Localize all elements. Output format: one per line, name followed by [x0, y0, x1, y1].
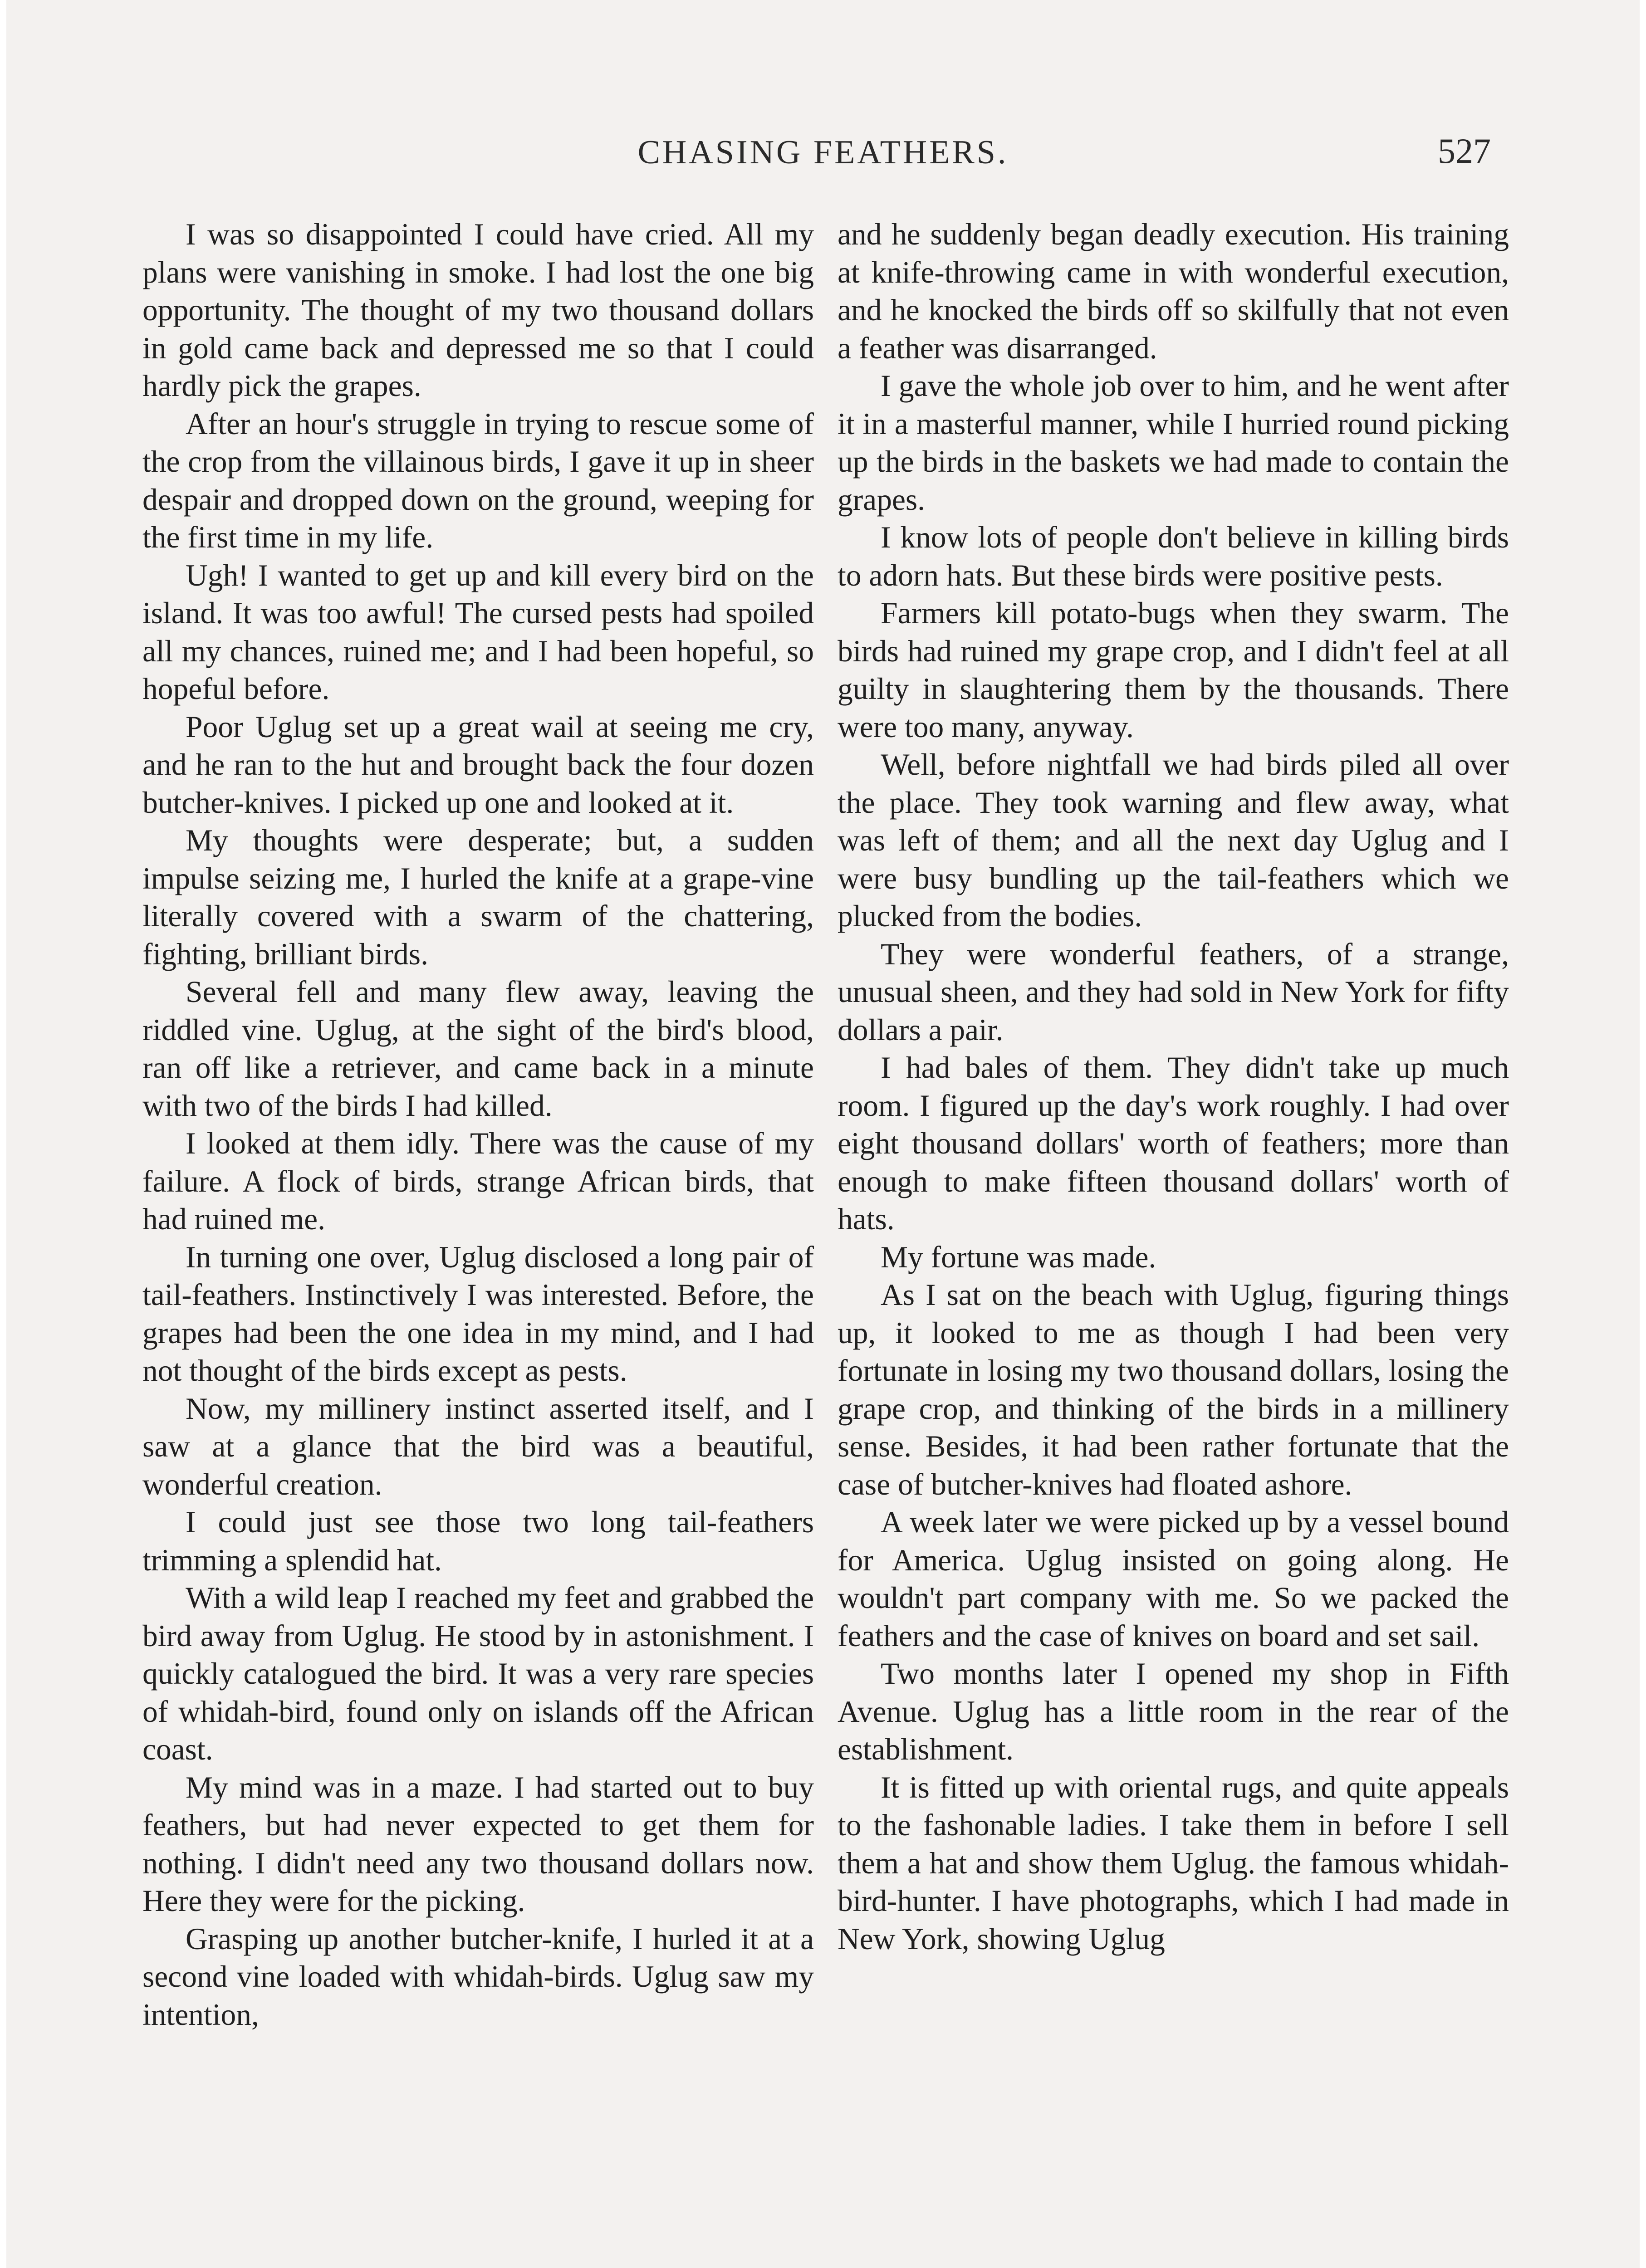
paragraph: My thoughts were desperate; but, a sudden impulse seizing me, I hurled the knife at a grape-vine literally covered with a swarm of the chattering, fighting, brilliant birds.: [142, 823, 814, 971]
paragraph: My fortune was made.: [881, 1240, 1156, 1274]
paragraph: A week later we were picked up by a vessel bound for America. Uglug insisted on going along. He wouldn't part company with me. So we packed the feathers and the case of knives on board and set sail.: [838, 1505, 1509, 1653]
paragraph: With a wild leap I reached my feet and grabbed the bird away from Uglug. He stood by in astonishment. I quickly catalogued the bird. It was a very rare species of whidah-bird, found only on islands off the African coast.: [142, 1581, 814, 1766]
paragraph: As I sat on the beach with Uglug, figuring things up, it looked to me as though I had been very fortunate in losing my two thousand dollars, losing the grape crop, and thinking of the birds in a millinery sense. Besides, it had been rather fortunate that the case of butcher-knives had floated ashore.: [838, 1278, 1509, 1501]
paragraph: It is fitted up with oriental rugs, and quite appeals to the fashonable ladies. I take them in before I sell them a hat and show them Uglug. the famous whidah-bird-hunter. I have photographs, which I had made in New York, showing Uglug: [838, 1770, 1509, 1956]
paragraph: Two months later I opened my shop in Fifth Avenue. Uglug has a little room in the rear of the establishment.: [838, 1657, 1509, 1766]
right-column: [838, 215, 1509, 1958]
page-number: 527: [1438, 131, 1491, 171]
paragraph: I was so disappointed I could have cried. All my plans were vanishing in smoke. I had lost the one big opportunity. The thought of my two thousand dollars in gold came back and depressed me so that I could hardly pick the grapes.: [142, 217, 814, 403]
paragraph: After an hour's struggle in trying to rescue some of the crop from the villainous birds, I gave it up in sheer despair and dropped down on the ground, weeping for the first time in my life.: [142, 406, 814, 554]
paragraph: They were wonderful feathers, of a strange, unusual sheen, and they had sold in New York for fifty dollars a pair.: [838, 937, 1509, 1047]
paragraph: My mind was in a maze. I had started out to buy feathers, but had never expected to get them for nothing. I didn't need any two thousand dollars now. Here they were for the picking.: [142, 1770, 814, 1918]
paragraph: I gave the whole job over to him, and he went after it in a masterful manner, while I hurried round picking up the birds in the baskets we had made to contain the grapes.: [838, 369, 1509, 517]
book-page: [6, 0, 1640, 2268]
running-title: CHASING FEATHERS.: [637, 134, 1009, 171]
paragraph: Grasping up another butcher-knife, I hurled it at a second vine loaded with whidah-birds. Uglug saw my intention,: [142, 1921, 814, 2032]
paragraph-continuation: and he suddenly began deadly execution. His training at knife-throwing came in with wonderful execution, and he knocked the birds off so skilfully that not even a feather was disarranged.: [838, 217, 1509, 365]
left-column: [142, 215, 814, 2033]
paragraph: Well, before nightfall we had birds piled all over the place. They took warning and flew away, what was left of them; and all the next day Uglug and I were busy bundling up the tail-feathers which we plucked from the bodies.: [838, 748, 1509, 933]
paragraph: I looked at them idly. There was the cause of my failure. A flock of birds, strange African birds, that had ruined me.: [142, 1126, 814, 1236]
paragraph: I could just see those two long tail-feathers trimming a splendid hat.: [142, 1505, 814, 1577]
page-header: [6, 127, 1640, 177]
paragraph: Poor Uglug set up a great wail at seeing me cry, and he ran to the hut and brought back the four dozen butcher-knives. I picked up one and looked at it.: [142, 709, 814, 820]
paragraph: Several fell and many flew away, leaving the riddled vine. Uglug, at the sight of the bird's blood, ran off like a retriever, and came back in a minute with two of the birds I had killed.: [142, 975, 814, 1123]
paragraph: I had bales of them. They didn't take up much room. I figured up the day's work roughly. I had over eight thousand dollars' worth of feathers; more than enough to make fifteen thousand dollars' worth of hats.: [838, 1051, 1509, 1236]
paragraph: Now, my millinery instinct asserted itself, and I saw at a glance that the bird was a beautiful, wonderful creation.: [142, 1391, 814, 1501]
paragraph: I know lots of people don't believe in killing birds to adorn hats. But these birds were positive pests.: [838, 520, 1509, 592]
paragraph: Ugh! I wanted to get up and kill every bird on the island. It was too awful! The cursed pests had spoiled all my chances, ruined me; and I had been hopeful, so hopeful before.: [142, 558, 814, 706]
paragraph: In turning one over, Uglug disclosed a long pair of tail-feathers. Instinctively I was interested. Before, the grapes had been the one idea in my mind, and I had not thought of the birds except as pests.: [142, 1240, 814, 1388]
paragraph: Farmers kill potato-bugs when they swarm. The birds had ruined my grape crop, and I didn't feel at all guilty in slaughtering them by the thousands. There were too many, anyway.: [838, 596, 1509, 744]
